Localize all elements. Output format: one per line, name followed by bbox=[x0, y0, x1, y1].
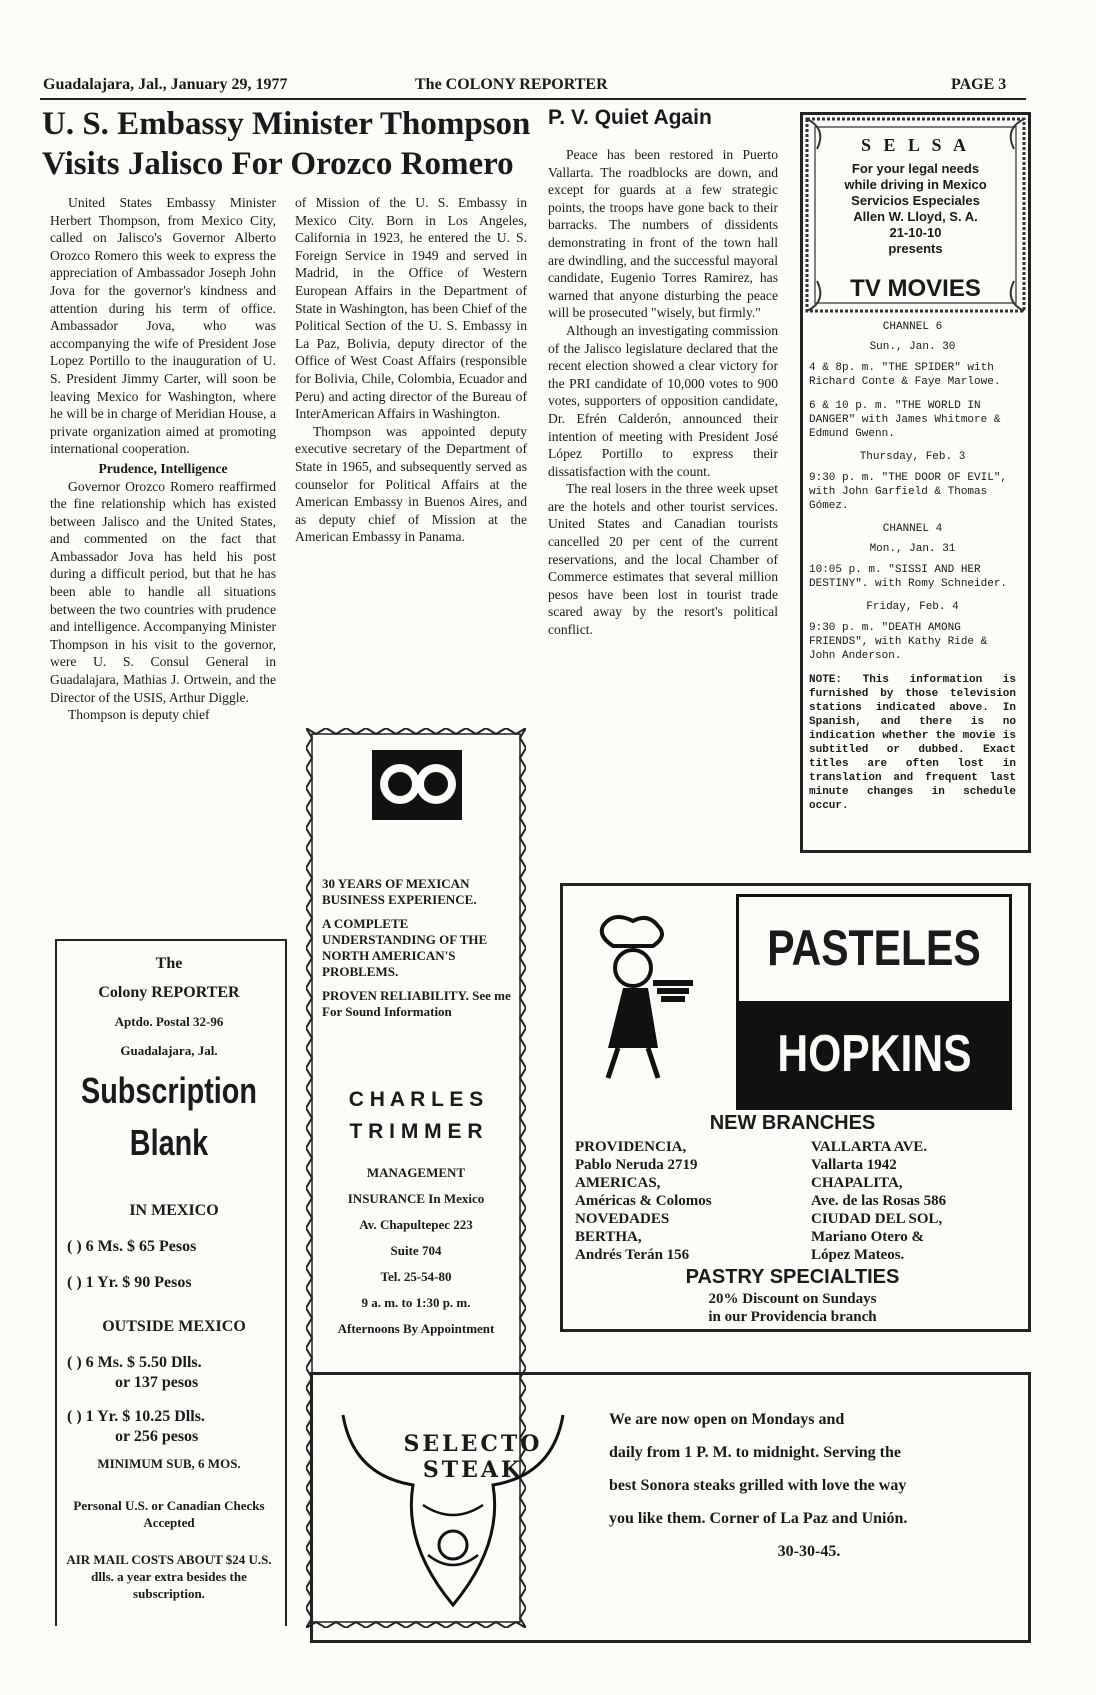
selsa-line: Allen W. Lloyd, S. A. bbox=[853, 209, 978, 224]
branch-name: AMERICAS, bbox=[575, 1175, 661, 1191]
bull-head-icon bbox=[333, 1395, 573, 1625]
listing-day: Thursday, Feb. 3 bbox=[859, 451, 966, 463]
selsa-brand: S E L S A bbox=[860, 135, 971, 155]
brand-hopkins-text: HOPKINS bbox=[776, 1025, 972, 1083]
contact-line: MANAGEMENT bbox=[366, 1165, 466, 1180]
article-column-2 bbox=[295, 194, 527, 546]
listing-entry: 6 & 10 p. m. "THE WORLD IN DANGER" with James Whitmore & Edmund Gwenn. bbox=[809, 400, 1001, 440]
article-paragraph: Thompson is deputy chief bbox=[68, 707, 210, 723]
sub-line: The bbox=[155, 955, 183, 972]
listing-entry: 4 & 8p. m. "THE SPIDER" with Richard Conte & Faye Marlowe. bbox=[809, 362, 1001, 388]
article-paragraph: The real losers in the three week upset are the hotels and other tourist services. United States and Canadian tourists cancelled 20 per cent of the current reservations, and the local Chamber of Commerce estimates that several million pesos have been lost in tourist trade scared away by the resort's political conflict. bbox=[548, 481, 778, 638]
channel-label: CHANNEL 4 bbox=[882, 523, 943, 535]
headline-line-1: U. S. Embassy Minister Thompson bbox=[42, 106, 531, 142]
subscription-title bbox=[79, 1065, 258, 1169]
sub-option-checkbox[interactable]: ( ) 1 Yr. $ 10.25 Dlls. bbox=[67, 1408, 205, 1425]
copy-line: you like them. Corner of La Paz and Unión. bbox=[609, 1510, 908, 1527]
branch-address: Andrés Terán 156 bbox=[575, 1247, 690, 1263]
selecto-steak-ad bbox=[310, 1372, 1031, 1643]
article-2-body bbox=[548, 146, 778, 639]
article-subhead: Prudence, Intelligence bbox=[98, 460, 228, 476]
sub-section: IN MEXICO bbox=[129, 1202, 219, 1219]
steak-phone: 30-30-45. bbox=[777, 1543, 841, 1560]
article-paragraph: United States Embassy Minister Herbert Thompson, from Mexico City, called on Jalisco's Governor Alberto Orozco Romero this week to express the appreciation of Ambassador Joseph John Jova for the governor's kindness and attention during his term of office. Ambassador Jova, who was accompanying the wife of President Jose Lopez Portillo to the inauguration of U. S. President Jimmy Carter, will soon be leaving Mexico for Washington, where he will be in charge of Meridian House, a private organization aimed at promoting international cooperation. bbox=[50, 195, 276, 457]
brand-frame bbox=[736, 894, 1012, 1110]
selsa-line: presents bbox=[888, 241, 943, 256]
branch-address: Américas & Colomos bbox=[575, 1193, 712, 1209]
sub-title-line: Subscription bbox=[80, 1070, 257, 1111]
chef-icon bbox=[583, 906, 703, 1086]
checks-note: Personal U.S. or Canadian Checks Accepted bbox=[73, 1498, 265, 1530]
new-branches-title: NEW BRANCHES bbox=[709, 1112, 876, 1134]
copy-line: best Sonora steaks grilled with love the way bbox=[609, 1477, 907, 1494]
tv-movies-title: TV MOVIES bbox=[850, 275, 981, 302]
bullet-item: PROVEN RELIABILITY. See me For Sound Information bbox=[322, 988, 511, 1019]
copy-line: daily from 1 P. M. to midnight. Serving the bbox=[609, 1444, 902, 1461]
article-column-1 bbox=[50, 194, 276, 724]
name-line: C H A R L E S bbox=[348, 1088, 484, 1111]
sub-option-checkbox[interactable]: ( ) 6 Ms. $ 65 Pesos bbox=[67, 1238, 197, 1255]
listing-day: Mon., Jan. 31 bbox=[869, 543, 956, 555]
subscription-address bbox=[57, 949, 281, 1065]
channel-label: CHANNEL 6 bbox=[882, 321, 943, 333]
newspaper-name: The COLONY REPORTER bbox=[415, 76, 608, 93]
page-number: PAGE 3 bbox=[951, 76, 1007, 93]
branch-name: BERTHA, bbox=[575, 1229, 642, 1245]
contact-line: Tel. 25-54-80 bbox=[380, 1269, 452, 1284]
sub-title-line: Blank bbox=[129, 1122, 209, 1163]
tv-note: NOTE: This information is furnished by those television stations indicated above. In Spanish, and there is no indication whether the movie is subtitled or dubbed. Exact titles are often lost in translation and frequent last minute changes in schedule occur. bbox=[809, 674, 1016, 812]
copy-line: We are now open on Mondays and bbox=[609, 1411, 845, 1428]
sub-option-alt: or 137 pesos bbox=[115, 1374, 199, 1391]
pastry-specialties: PASTRY SPECIALTIES bbox=[685, 1266, 900, 1288]
selsa-tagline bbox=[803, 161, 1028, 257]
selsa-line: Servicios Especiales bbox=[851, 193, 980, 208]
sub-option-checkbox[interactable]: ( ) 6 Ms. $ 5.50 Dlls. bbox=[67, 1354, 202, 1371]
branch-address: Vallarta 1942 bbox=[811, 1157, 897, 1173]
branch-address: Ave. de las Rosas 586 bbox=[811, 1193, 947, 1209]
branch-address: López Mateos. bbox=[811, 1247, 905, 1263]
article-paragraph: Peace has been restored in Puerto Vallarta. The roadblocks are down, and except for guards at a few strategic points, the troops have gone back to their barracks. The numbers of dissidents demonstrating in front of the town hall are dwindling, and the successful mayoral candidate, Eugenio Torres Ramirez, has warned that anyone disturbing the peace will be prosecuted "wisely, but firmly." bbox=[548, 147, 778, 321]
listing-day: Friday, Feb. 4 bbox=[866, 601, 959, 613]
article-paragraph: of Mission of the U. S. Embassy in Mexico City. Born in Los Angeles, California in 1923, he entered the U. S. Foreign Service in 1949 and served in Madrid, in the Office of Western European Affairs in the Department of State in Washington, has been Chief of the Political Section of the U. S. Embassy in La Paz, Bolivia, deputy director of the Office of West Coast Affairs (responsible for Bolivia, Chile, Colombia, Ecuador and Peru) and acting director of the Bureau of InterAmerican Affairs in Washington. bbox=[295, 195, 527, 422]
selsa-line: while driving in Mexico bbox=[844, 177, 987, 192]
listing-entry: 9:30 p. m. "THE DOOR OF EVIL", with John Garfield & Thomas Gómez. bbox=[809, 472, 1008, 512]
selsa-line: For your legal needs bbox=[851, 161, 980, 176]
contact-line: Suite 704 bbox=[390, 1243, 442, 1258]
branch-name: CHAPALITA, bbox=[811, 1175, 903, 1191]
discount-line: in our Providencia branch bbox=[708, 1309, 877, 1325]
pasteles-hopkins-ad bbox=[560, 883, 1031, 1332]
header-rule bbox=[40, 98, 1026, 100]
branch-address: Mariano Otero & bbox=[811, 1229, 925, 1245]
article-paragraph: Thompson was appointed deputy executive secretary of the Department of State in 1965, and subsequently served as counselor for Political Affairs at the American Embassy in Buenos Aires, and as deputy chief of Mission at the American Embassy in Panama. bbox=[295, 423, 527, 545]
airmail-note: AIR MAIL COSTS ABOUT $24 U.S. dlls. a year extra besides the subscription. bbox=[66, 1552, 272, 1601]
article-2-headline: P. V. Quiet Again bbox=[548, 106, 712, 129]
branches-right bbox=[811, 1138, 1016, 1264]
selsa-phone: 21-10-10 bbox=[889, 225, 942, 240]
article-paragraph: Governor Orozco Romero reaffirmed the fine relationship which has existed between Jalisco and the United States, and commented on the fact that Ambassador Jova has held his post during a difficult period, but that he has been able to handle all situations between the two countries with prudence and intelligence. Accompanying Minister Thompson in his visit to the governor, were U. S. Consul General in Guadalajara, Mathias J. Ortwein, and the Director of the USIS, Arthur Diggle. bbox=[50, 478, 276, 705]
branch-name: CIUDAD DEL SOL, bbox=[811, 1211, 943, 1227]
article-headline bbox=[42, 104, 552, 184]
bullet-item: A COMPLETE UNDERSTANDING OF THE NORTH AMERICAN'S PROBLEMS. bbox=[322, 916, 488, 979]
page-dateline: Guadalajara, Jal., January 29, 1977 bbox=[43, 76, 288, 93]
gears-icon bbox=[372, 750, 462, 820]
branch-name: NOVEDADES bbox=[575, 1211, 670, 1227]
brand-hopkins bbox=[739, 1001, 1009, 1107]
subscription-options bbox=[67, 1193, 281, 1447]
article-paragraph: Although an investigating commission of the Jalisco legislature declared that the recent election showed a clear victory for the PRI candidate of 10,000 votes to 900 votes, supporters of opposition candidate, Dr. Efrén Calderón, announced their intention of meeting with President José López Portillo to express their dissatisfaction with the count. bbox=[548, 322, 778, 479]
discount-line: 20% Discount on Sundays bbox=[708, 1291, 877, 1307]
brand-pasteles: PASTELES bbox=[767, 920, 981, 976]
subscription-blank bbox=[55, 939, 287, 1626]
charles-bullets bbox=[322, 876, 518, 1020]
branch-address: Pablo Neruda 2719 bbox=[575, 1157, 698, 1173]
sub-line: Aptdo. Postal 32-96 bbox=[114, 1014, 224, 1029]
charles-contact bbox=[312, 1160, 520, 1342]
steak-logo-text: SELECTO STEAK bbox=[403, 1431, 543, 1483]
tv-movies-ad bbox=[800, 112, 1031, 853]
contact-line: Av. Chapultepec 223 bbox=[359, 1217, 473, 1232]
steak-copy bbox=[609, 1403, 1009, 1568]
charles-name bbox=[312, 1084, 520, 1148]
headline-line-2: Visits Jalisco For Orozco Romero bbox=[42, 146, 514, 182]
branch-name: VALLARTA AVE. bbox=[811, 1139, 928, 1155]
discount-note bbox=[563, 1290, 1022, 1326]
sub-section: OUTSIDE MEXICO bbox=[102, 1318, 246, 1335]
contact-line: 9 a. m. to 1:30 p. m. bbox=[361, 1295, 471, 1310]
tv-listings bbox=[803, 315, 1022, 823]
contact-line: INSURANCE In Mexico bbox=[347, 1191, 485, 1206]
sub-line: Guadalajara, Jal. bbox=[120, 1043, 218, 1058]
listing-day: Sun., Jan. 30 bbox=[869, 341, 956, 353]
sub-option-alt: or 256 pesos bbox=[115, 1428, 199, 1445]
sub-option-checkbox[interactable]: ( ) 1 Yr. $ 90 Pesos bbox=[67, 1274, 192, 1291]
sub-line: Colony REPORTER bbox=[98, 984, 240, 1001]
contact-line: Afternoons By Appointment bbox=[337, 1321, 495, 1336]
branches-left bbox=[575, 1138, 790, 1264]
listing-entry: 9:30 p. m. "DEATH AMONG FRIENDS", with Kathy Ride & John Anderson. bbox=[809, 622, 988, 662]
minimum-sub: MINIMUM SUB, 6 MOS. bbox=[97, 1456, 241, 1471]
branch-name: PROVIDENCIA, bbox=[575, 1139, 687, 1155]
name-line: T R I M M E R bbox=[349, 1120, 483, 1143]
bullet-item: 30 YEARS OF MEXICAN BUSINESS EXPERIENCE. bbox=[322, 876, 477, 907]
listing-entry: 10:05 p. m. "SISSI AND HER DESTINY". with Romy Schneider. bbox=[809, 564, 1008, 590]
